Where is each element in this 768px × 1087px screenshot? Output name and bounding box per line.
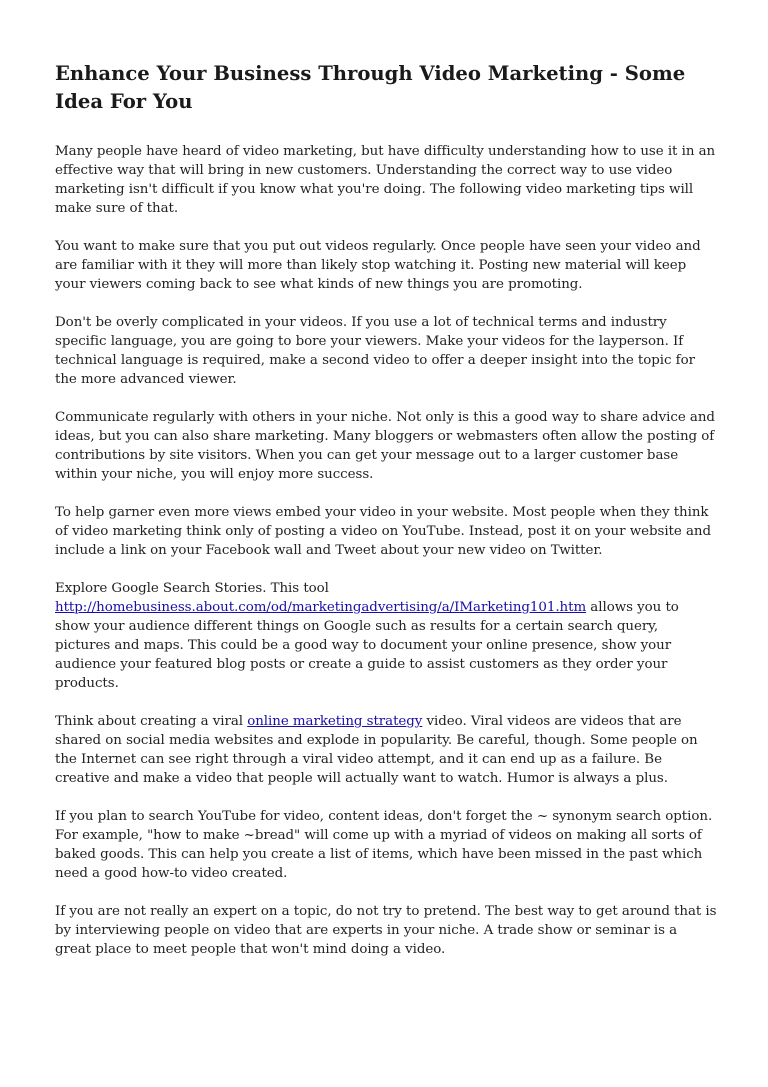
paragraph-complicated: Don't be overly complicated in your videos. If you use a lot of technical terms and industry specific language, you are going to bore your viewers. Make your videos for the layperson. If technical language is required, make a second video to offer a deeper insight into the topic for the more advanced viewer. — [55, 315, 695, 387]
paragraph-expert: If you are not really an expert on a topic, do not try to pretend. The best way to get around that is by interviewing people on video that are experts in your niche. A trade show or seminar is a great place to meet people that won't mind doing a video. — [55, 904, 717, 957]
paragraph-youtube-search: If you plan to search YouTube for video, content ideas, don't forget the ~ synonym search option. For example, "how to make ~bread" will come up with a myriad of videos on making all sorts of baked goods. This can help you create a list of items, which have been missed in the past which need a good how-to video created. — [55, 809, 713, 881]
online-marketing-strategy-link[interactable]: online marketing strategy — [247, 714, 423, 729]
about-com-link[interactable]: http://homebusiness.about.com/od/marketingadvertising/a/IMarketing101.htm — [55, 600, 587, 615]
document-page — [55, 60, 717, 978]
paragraph-search-stories-start: Explore Google Search Stories. This tool — [55, 581, 329, 596]
paragraph-search-stories — [55, 579, 717, 693]
paragraph-regular-videos: You want to make sure that you put out videos regularly. Once people have seen your video and are familiar with it they will more than likely stop watching it. Posting new material will keep your viewers coming back to see what kinds of new things you are promoting. — [55, 239, 701, 292]
paragraph-embed: To help garner even more views embed your video in your website. Most people when they think of video marketing think only of posting a video on YouTube. Instead, post it on your website and include a link on your Facebook wall and Tweet about your new video on Twitter. — [55, 505, 711, 558]
paragraph-search-stories-end: allows you to show your audience different things on Google such as results for a certain search query, pictures and maps. This could be a good way to document your online presence, show your audience your featured blog posts or create a guide to assist customers as they order your products. — [55, 600, 679, 691]
paragraph-intro: Many people have heard of video marketing, but have difficulty understanding how to use it in an effective way that will bring in new customers. Understanding the correct way to use video marketing isn't difficult if you know what you're doing. The following video marketing tips will make sure of that. — [55, 144, 716, 216]
paragraph-viral — [55, 712, 717, 788]
page-title: Enhance Your Business Through Video Marketing - Some Idea For You — [55, 62, 686, 113]
paragraph-viral-start: Think about creating a viral — [55, 714, 248, 729]
paragraph-viral-end: video. Viral videos are videos that are shared on social media websites and explode in popularity. Be careful, though. Some people on the Internet can see right through a viral video attempt, and it can end up as a failure. Be creative and make a video that people will actually want to watch. Humor is always a plus. — [55, 714, 698, 786]
paragraph-communicate: Communicate regularly with others in your niche. Not only is this a good way to share advice and ideas, but you can also share marketing. Many bloggers or webmasters often allow the posting of contributions by site visitors. When you can get your message out to a larger customer base within your niche, you will enjoy more success. — [55, 410, 715, 482]
